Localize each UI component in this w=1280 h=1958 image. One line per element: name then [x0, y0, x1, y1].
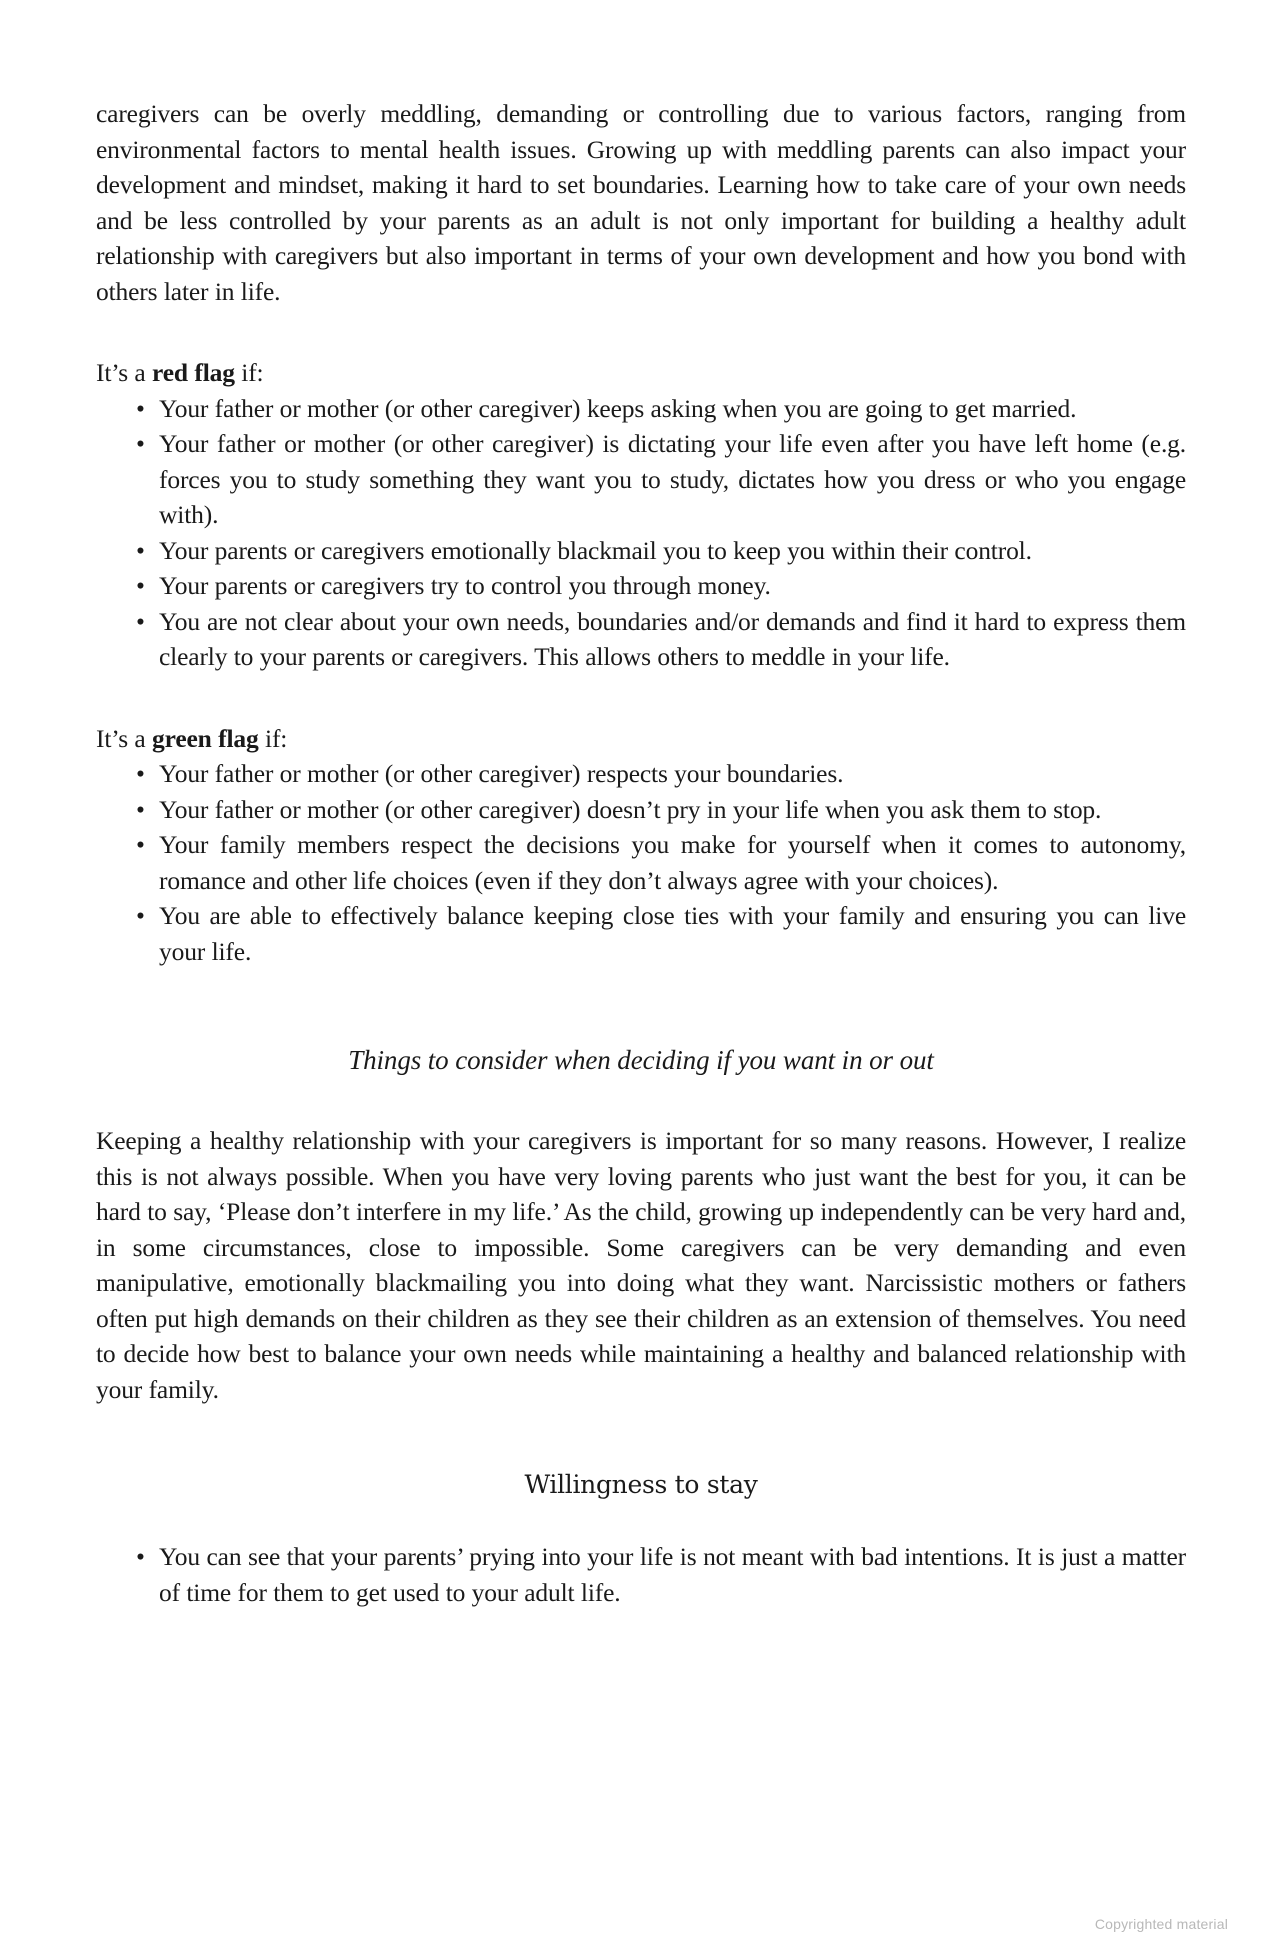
list-item: [96, 898, 1186, 969]
consider-paragraph: Keeping a healthy relationship with your caregivers is important for so many reasons. However, I realize this is not always possible. When you have very loving parents who just want the best for you, it can be hard to say, ‘Please don’t interfere in my life.’ As the child, growing up independently can be very hard and, in some circumstances, close to impossible. Some caregivers can be very demanding and even manipulative, emotionally blackmailing you into doing what they want. Narcissistic mothers or fathers often put high demands on their children as they see their children as an extension of themselves. You need to decide how best to balance your own needs while maintaining a healthy and balanced relationship with your family.: [96, 1126, 1186, 1404]
bullet-icon: •: [136, 535, 145, 565]
list-item: [96, 792, 1186, 828]
spacer: [96, 309, 1186, 355]
red-flag-lead-prefix: It’s a: [96, 358, 153, 387]
green-flag-list: [96, 756, 1186, 969]
list-item: [96, 827, 1186, 898]
spacer: [96, 969, 1186, 1043]
list-item-text: Your father or mother (or other caregiver) is dictating your life even after you have left home (e.g. forces you to study something they want you to study, dictates how you dress or who you engage with).: [159, 429, 1186, 529]
copyright-watermark: Copyrighted material: [1094, 1916, 1228, 1932]
list-item: [96, 533, 1186, 569]
green-flag-lead-prefix: It’s a: [96, 723, 153, 753]
list-item-text: Your father or mother (or other caregiver) respects your boundaries.: [159, 759, 844, 788]
spacer: [96, 1077, 1186, 1123]
list-item-text: Your parents or caregivers emotionally blackmail you to keep you within their control.: [159, 535, 1032, 565]
list-item: [96, 568, 1186, 604]
bullet-icon: •: [136, 606, 145, 636]
red-flag-lead-in: [96, 355, 1186, 391]
spacer: [96, 1407, 1186, 1469]
list-item: [96, 391, 1186, 427]
willingness-list: [96, 1539, 1186, 1610]
list-item: [96, 1539, 1186, 1610]
bullet-icon: •: [136, 393, 145, 423]
bullet-icon: •: [136, 794, 145, 824]
section-heading-things-to-consider: Things to consider when deciding if you want in or out: [348, 1045, 934, 1075]
list-item-text: You are not clear about your own needs, boundaries and/or demands and find it hard to express them clearly to your parents or caregivers. This allows others to meddle in your life.: [159, 606, 1186, 671]
list-item-text: You are able to effectively balance keeping close ties with your family and ensuring you can live your life.: [159, 901, 1186, 966]
list-item-text: Your father or mother (or other caregiver) doesn’t pry in your life when you ask them to stop.: [159, 794, 1102, 824]
red-flag-emphasis: red flag: [152, 358, 235, 387]
list-item-text: You can see that your parents’ prying into your life is not meant with bad intentions. It is just a matter of time for them to get used to your adult life.: [159, 1542, 1186, 1607]
intro-paragraph: caregivers can be overly meddling, demanding or controlling due to various factors, ranging from environmental factors to mental health issues. Growing up with meddling parents can also impact your development and mindset, making it hard to set boundaries. Learning how to take care of your own needs and be less controlled by your parents as an adult is not only important for building a healthy adult relationship with caregivers but also important in terms of your own development and how you bond with others later in life.: [96, 99, 1186, 306]
spacer: [96, 1501, 1186, 1539]
list-item-text: Your father or mother (or other caregiver) keeps asking when you are going to get married.: [159, 393, 1077, 423]
list-item: [96, 604, 1186, 675]
bullet-icon: •: [136, 571, 145, 600]
bullet-icon: •: [136, 759, 145, 788]
red-flag-lead-suffix: if:: [234, 358, 264, 387]
green-flag-emphasis: green flag: [152, 723, 259, 753]
list-item-text: Your parents or caregivers try to control you through money.: [159, 571, 771, 600]
list-item: [96, 426, 1186, 533]
list-item-text: Your family members respect the decisions you make for yourself when it comes to autonomy, romance and other life choices (even if they don’t always agree with your choices).: [159, 830, 1186, 895]
page-content: [96, 96, 1186, 1610]
bullet-icon: •: [136, 429, 145, 458]
green-flag-lead-suffix: if:: [258, 723, 288, 753]
green-flag-lead-in: [96, 721, 1186, 757]
bullet-icon: •: [136, 901, 145, 930]
list-item: [96, 756, 1186, 792]
bullet-icon: •: [136, 1542, 145, 1571]
red-flag-list: [96, 391, 1186, 675]
sub-heading-willingness-to-stay: Willingness to stay: [524, 1470, 758, 1499]
bullet-icon: •: [136, 830, 145, 859]
spacer: [96, 675, 1186, 721]
